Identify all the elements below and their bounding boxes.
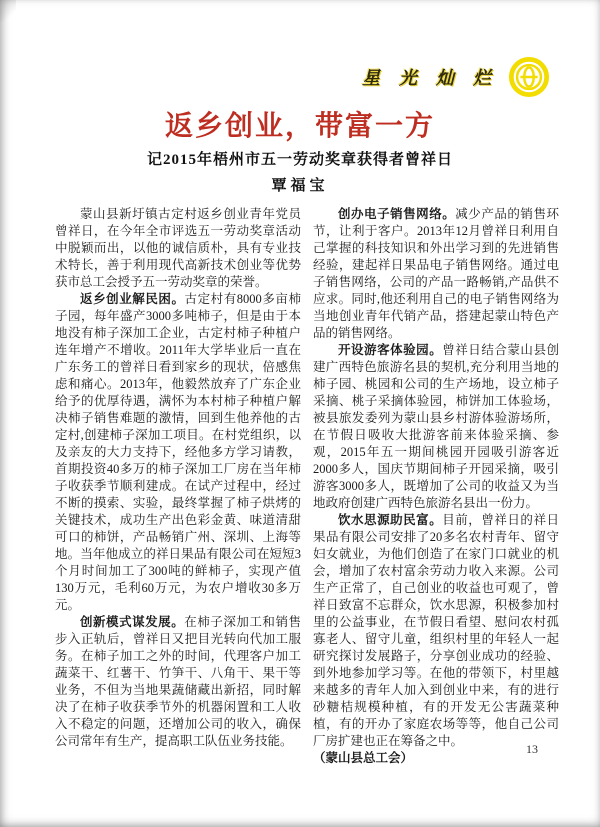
- right-column: [313, 206, 559, 767]
- paragraph-text: 曾祥日结合蒙山县创建广西特色旅游名县的契机,充分利用当地的柿子园、桃园和公司的生产场地，设立柿子采摘、桃子采摘体验园，柿饼加工体验场，被县旅发委列为蒙山县乡村游体验游场所，在节假日吸收大批游客前来体验采摘、参观，2015年五一期间桃园开园吸引游客近2000多人，国庆节期间柿子开园采摘，吸引游客3000多人，既增加了公司的收益又为当地政府创建广西特色旅游名县出一份力。: [313, 343, 559, 510]
- paragraph-text: 目前，曾祥日的祥日果品有限公司安排了20多名农村青年、留守妇女就业，为他们创造了在家门口就业的机会，增加了农村富余劳动力收入来源。公司生产正常了，自己创业的收益也可观了，曾祥日致富不忘群众，饮水思源，积极参加村里的公益事业，在节假日看望、慰问农村孤寡老人、留守儿童，组织村里的年轻人一起研究探讨发展路子，分享创业成功的经验、到外地参加学习等。在他的带领下，村里越来越多的青年人加入到创业中来，有的进行砂糖桔规模种植，有的开发无公害蔬菜种植，有的开办了家庭农场等等，他自己公司厂房扩建也正在筹备之中。: [313, 513, 559, 748]
- paragraph: [313, 512, 559, 750]
- paragraph-lead: 创新模式谋发展。: [80, 615, 185, 629]
- scan-corner-smudge: [0, 0, 16, 22]
- trade-union-logo-icon: [508, 56, 550, 98]
- article-title: 返乡创业，带富一方: [164, 110, 435, 141]
- paragraph-lead: 创办电子销售网络。: [338, 207, 456, 221]
- paragraph-text: 蒙山县新圩镇古定村返乡创业青年党员曾祥日，在今年全市评选五一劳动奖章活动中脱颖而出，以他的诚信质朴，具有专业技术特长，善于利用现代高新技术创业等优势获市总工会授予五一劳动奖章的荣誉。: [55, 207, 301, 289]
- paragraph-text: 减少产品的销售环节，让利于客户。2013年12月曾祥日利用自己掌握的科技知识和外出学习到的先进销售经验，建起祥日果品电子销售网络。通过电子销售网络，公司的产品一路畅销,产品供不应求。同时,他还利用自己的电子销售网络为当地创业青年代销产品，搭建起蒙山特色产品的销售网络。: [313, 207, 559, 340]
- article-author: 覃福宝: [271, 178, 329, 194]
- paragraph-lead: 返乡创业解民困。: [80, 292, 185, 306]
- article-byline: （蒙山县总工会）: [313, 751, 414, 765]
- article-body: [55, 206, 558, 767]
- paragraph-lead: 饮水思源助民富。: [338, 513, 443, 527]
- paragraph: [55, 614, 301, 750]
- paragraph: [55, 206, 301, 291]
- paragraph: [55, 291, 301, 614]
- paragraph: [313, 206, 559, 342]
- article-subtitle: 记2015年梧州市五一劳动奖章获得者曾祥日: [146, 152, 453, 168]
- page-header: [362, 56, 550, 98]
- paragraph: [313, 342, 559, 512]
- page-number: 13: [526, 742, 538, 756]
- paragraph-lead: 开设游客体验园。: [338, 343, 443, 357]
- left-column: [55, 206, 301, 767]
- masthead-title: 星 光 灿 烂: [361, 68, 498, 88]
- paragraph-text: 古定村有8000多亩柿子园，每年盛产3000多吨柿子，但是由于本地没有柿子深加工企业，古定村柿子种植户连年增产不增收。2011年大学毕业后一直在广东务工的曾祥日看到家乡的现状，倍感焦虑和痛心。2013年，他毅然放弃了广东企业给予的优厚待遇，满怀为本村柿子种植户解决柿子销售难题的激情，回到生他养他的古定村,创建柿子深加工项目。在村党组织，以及亲友的大力支持下，经他多方学习请教，首期投资40多万的柿子深加工厂房在当年柿子收获季节顺利建成。在试产过程中，经过不断的摸索、实验，最终掌握了柿子烘烤的关键技术，成功生产出色彩金黄、味道清甜可口的柿饼，产品畅销广州、深圳、上海等地。当年他成立的祥日果品有限公司在短短3个月时间加工了300吨的鲜柿子，实现产值130万元，毛利60万元，为农户增收30多万元。: [55, 292, 301, 612]
- paragraph-text: 在柿子深加工和销售步入正轨后，曾祥日又把目光转向代加工服务。在柿子加工之外的时间，代理客户加工蔬菜干、红薯干、竹笋干、八角干、果干等业务，不但为当地果蔬储藏出新招，同时解决了在柿子收获季节外的机器闲置和工人收入不稳定的问题，还增加公司的收入，确保公司常年有生产，提高职工队伍业务技能。: [55, 615, 301, 748]
